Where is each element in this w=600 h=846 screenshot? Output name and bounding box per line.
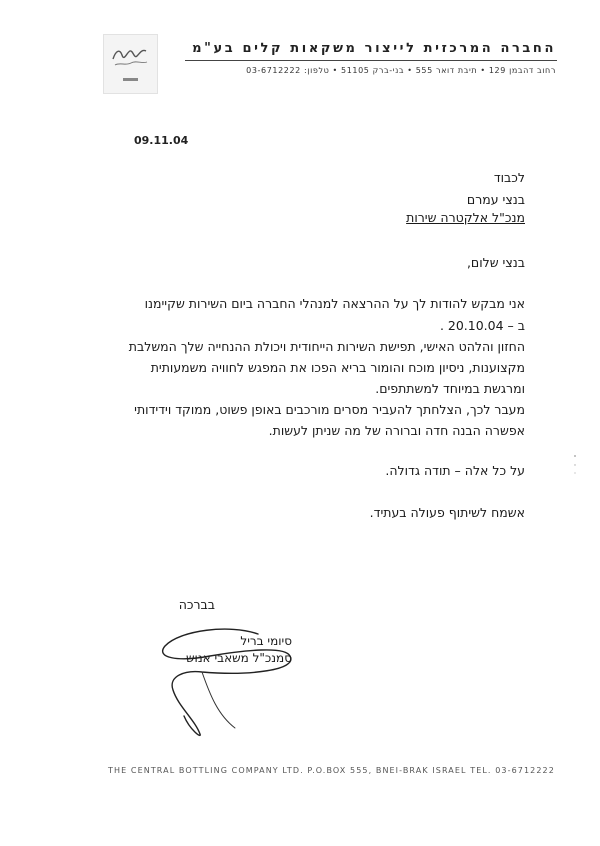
body-line: מקצוענות, ניסיון מוכח והומור בריא הפכו את המפגש לחוויה משמעותית [150, 360, 525, 375]
salutation-prefix: לכבוד [493, 170, 525, 185]
company-name: החברה המרכזית לייצור משקאות קלים בע"מ [192, 41, 556, 56]
body-line: אפשרה הבנה חדה וברורה של מה שניתן לעשות. [268, 423, 525, 438]
closing-wish: אשמח לשיתוף פעולה בעתיד. [369, 505, 525, 520]
body-line: מעבר לכך, הצלחתך להעביר מסרים מורכבים באופן פשוט, ממוקד וידידותי [134, 402, 525, 417]
body-line: ומרגשת במיוחד למשתתפים. [375, 381, 525, 396]
letter-date: 09.11.04 [134, 134, 189, 147]
recipient-title: מנכ"ל אלקטרה שירות [406, 210, 525, 225]
body-line: החזון והלהט האישי, תפישת השירות הייחודית ויכולת ההנחייה שלך המשלבת [128, 339, 525, 354]
signer-name: סיומי בריל [240, 634, 292, 648]
footer-english: THE CENTRAL BOTTLING COMPANY LTD. P.O.BOX 555, BNEI-BRAK ISRAEL TEL. 03-6712222 [108, 766, 555, 775]
body-line: אני מבקש להודות לך על ההרצאה למנהלי החברה ביום השירות שקיימנו [144, 296, 525, 311]
greeting: בנצי שלום, [466, 255, 525, 270]
recipient-name: בנצי עמרם [466, 192, 525, 207]
sign-off: בברכה [178, 597, 215, 612]
thanks-line: על כל אלה – תודה גדולה. [385, 463, 525, 478]
body-line: ב – 20.10.04 . [439, 318, 525, 333]
company-address: רחוב דהבמן 129 • תיבת דואר 555 • בני-ברק 51105 • טלפון: 03-6712222 [246, 66, 556, 75]
signer-title: סמנכ"ל משאבי אנוש [186, 651, 292, 665]
